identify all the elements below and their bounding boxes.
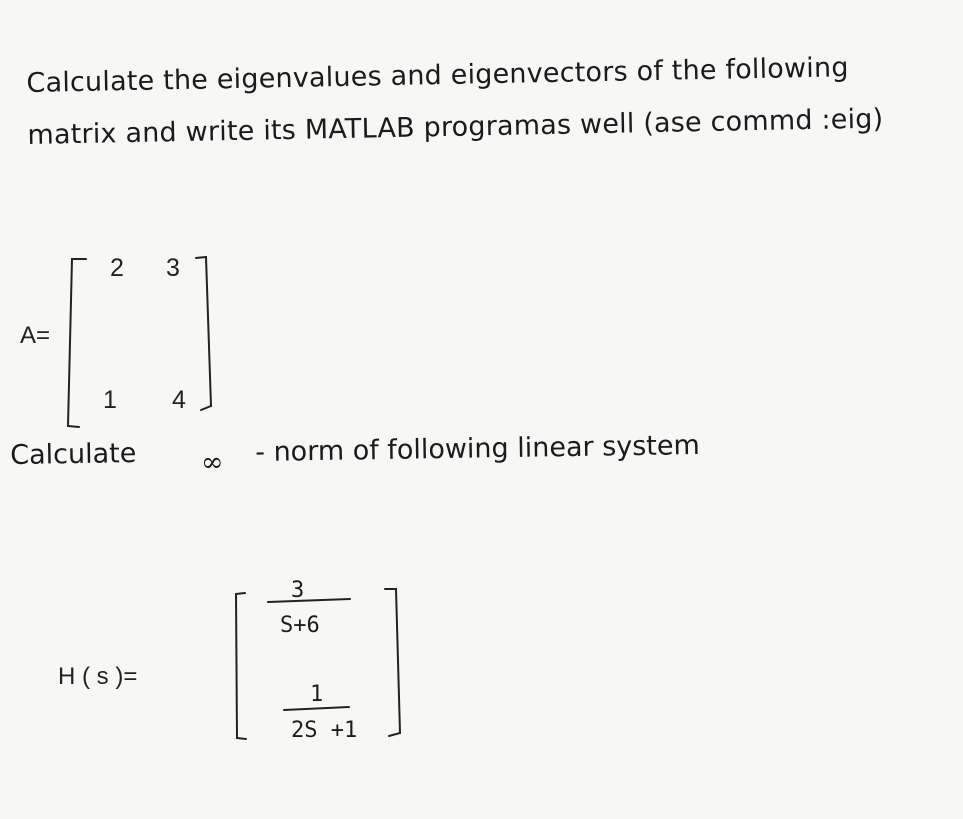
question-1-line-1: Calculate the eigenvalues and eigenvectors of the following (26, 52, 849, 99)
matrix-a-cell-r1c2: 3 (166, 254, 180, 282)
question-2-norm-text: - norm of following linear system (255, 430, 701, 468)
h1-fraction-bar (268, 599, 350, 602)
infinity-symbol: ∞ (201, 447, 224, 478)
h1-denominator: S+6 (280, 613, 320, 638)
transfer-function-label: H ( s )= (58, 663, 138, 690)
question-2-calculate: Calculate (10, 438, 137, 471)
h2-numerator: 1 (310, 682, 324, 707)
h2-fraction-bar (284, 707, 349, 710)
h1-numerator: 3 (291, 578, 305, 603)
matrix-a-cell-r2c2: 4 (172, 386, 186, 414)
question-1-line-2: matrix and write its MATLAB programas well (ase commd :eig) (27, 103, 884, 151)
matrix-a-left-bracket (68, 259, 86, 427)
matrix-a-label: A= (20, 322, 51, 349)
matrix-a-cell-r2c1: 1 (103, 386, 117, 414)
h2-denominator: 2S +1 (291, 718, 358, 743)
h-right-bracket (385, 589, 400, 736)
matrix-a-cell-r1c1: 2 (110, 254, 124, 282)
matrix-a-right-bracket (196, 257, 211, 410)
h-left-bracket (236, 593, 246, 739)
